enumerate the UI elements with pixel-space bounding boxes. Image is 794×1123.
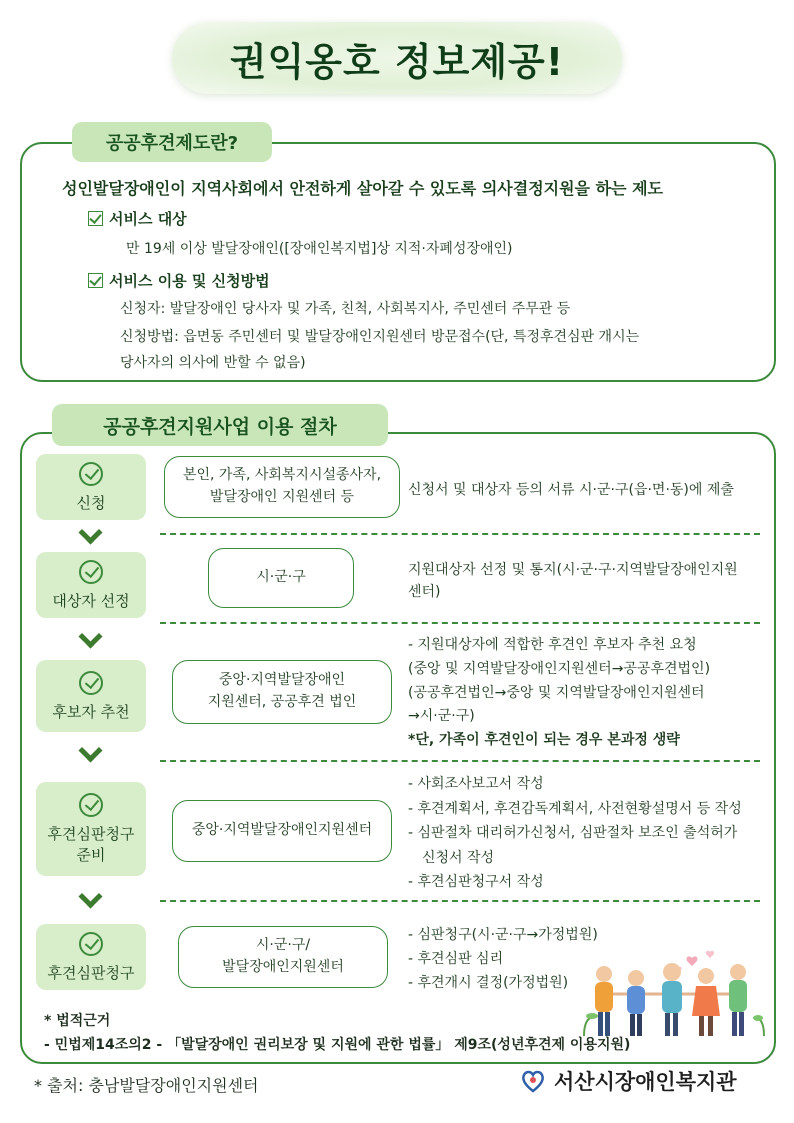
apply-line: 신청방법: 읍면동 주민센터 및 발달장애인지원센터 방문접수(단, 특정후견심판 개시는 xyxy=(120,329,640,345)
step-petition-who xyxy=(178,926,388,988)
step-prepare xyxy=(36,782,146,876)
check-circle-icon xyxy=(79,793,103,817)
desc-line: - 심판절차 대리허가신청서, 심판절차 보조인 출석허가 xyxy=(408,825,738,841)
step-label: 후보자 추천 xyxy=(52,702,130,721)
step-label: 대상자 선정 xyxy=(52,591,130,610)
step-recommend-who xyxy=(172,660,392,724)
service-target-heading xyxy=(88,208,187,229)
desc-line: (중앙 및 지역발달장애인지원센터→공공후견법인) xyxy=(408,660,711,677)
desc-line: - 심판청구(시·군·구→가정법원) xyxy=(408,927,598,943)
organization-logo xyxy=(520,1066,737,1096)
step-apply-who xyxy=(164,456,400,518)
desc-line: 신청서 및 대상자 등의 서류 시·군·구(읍·면·동)에 제출 xyxy=(408,482,734,498)
step-prepare-who xyxy=(172,800,392,862)
people-holding-hands-illustration xyxy=(580,950,770,1040)
who-line: 시·군·구 xyxy=(256,569,306,586)
step-label: 준비 xyxy=(76,846,106,864)
apply-line: 신청자: 발달장애인 당사자 및 가족, 친척, 사회복지사, 주민센터 주무관 등 xyxy=(120,301,571,317)
desc-line: - 사회조사보고서 작성 xyxy=(408,776,544,792)
check-circle-icon xyxy=(79,560,103,584)
page-title: 권익옹호 정보제공! xyxy=(229,39,565,84)
checkbox-icon xyxy=(88,211,103,226)
checkbox-icon xyxy=(88,273,103,288)
step-select-desc xyxy=(408,560,738,603)
chevron-down-icon xyxy=(78,530,102,544)
person-figure xyxy=(729,964,747,1036)
who-line: 중앙·지역발달장애인지원센터 xyxy=(191,822,373,839)
legal-basis-title: * 법적근거 xyxy=(44,1013,111,1029)
who-line: 중앙·지역발달장애인 xyxy=(218,672,346,689)
step-petition xyxy=(36,924,146,990)
who-line: 발달장애인 지원센터 등 xyxy=(209,489,355,505)
apply-line: 당사자의 의사에 반할 수 없음) xyxy=(120,355,306,371)
desc-note: *단, 가족이 후견인이 되는 경우 본과정 생략 xyxy=(408,732,680,749)
step-recommend xyxy=(36,660,146,732)
who-line: 발달장애인지원센터 xyxy=(222,959,344,975)
organization-name: 서산시장애인복지관 xyxy=(554,1070,737,1094)
step-label: 후견심판청구 xyxy=(47,963,135,982)
desc-line: - 후견심판 심리 xyxy=(408,950,504,967)
chevron-down-icon xyxy=(78,748,102,762)
chevron-down-icon xyxy=(78,894,102,908)
service-target-text: 만 19세 이상 발달장애인([장애인복지법]상 지적·자폐성장애인) xyxy=(126,241,513,257)
desc-line: - 후견계획서, 후견감독계획서, 사전현황설명서 등 작성 xyxy=(408,800,742,817)
step-select xyxy=(36,552,146,618)
desc-line: 센터) xyxy=(408,583,441,600)
service-apply-title: 서비스 이용 및 신청방법 xyxy=(109,272,270,290)
person-figure xyxy=(662,963,682,1036)
person-figure xyxy=(627,970,645,1036)
service-target-title: 서비스 대상 xyxy=(109,210,187,228)
title-banner xyxy=(172,22,622,94)
step-petition-desc xyxy=(408,924,598,995)
service-apply-heading xyxy=(88,270,270,291)
check-circle-icon xyxy=(79,932,103,956)
step-apply xyxy=(36,454,146,520)
desc-line: 지원대상자 선정 및 통지(시·군·구·지역발달장애인지원 xyxy=(408,562,738,578)
who-line: 시·군·구/ xyxy=(255,937,311,954)
step-select-who xyxy=(208,548,354,608)
desc-line: 신청서 작성 xyxy=(422,849,495,866)
step-recommend-desc xyxy=(408,634,710,753)
person-figure xyxy=(692,968,720,1036)
source-credit: * 출처: 충남발달장애인지원센터 xyxy=(34,1076,259,1095)
heart-logo-icon xyxy=(520,1068,546,1094)
check-circle-icon xyxy=(79,462,103,486)
divider xyxy=(160,622,760,624)
who-line: 지원센터, 공공후견 법인 xyxy=(207,694,357,710)
step-label: 신청 xyxy=(76,493,106,512)
divider xyxy=(160,533,760,535)
desc-line: (공공후견법인→중앙 및 지역발달장애인지원센터 xyxy=(408,684,705,701)
who-line: 본인, 가족, 사회복지시설종사자, xyxy=(182,467,382,484)
step-label: 후견심판청구 xyxy=(47,825,135,843)
desc-line: - 지원대상자에 적합한 후견인 후보자 추천 요청 xyxy=(408,637,697,653)
divider xyxy=(160,760,760,762)
person-figure xyxy=(595,966,613,1036)
desc-line: →시·군·구) xyxy=(408,708,475,725)
chevron-down-icon xyxy=(78,634,102,648)
check-circle-icon xyxy=(79,671,103,695)
desc-line: - 후견개시 결정(가정법원) xyxy=(408,974,569,991)
section2-tab: 공공후견지원사업 이용 절차 xyxy=(52,404,388,446)
section1-tab: 공공후견제도란? xyxy=(72,122,272,162)
desc-line: - 후견심판청구서 작성 xyxy=(408,874,544,890)
step-prepare-desc xyxy=(408,772,742,895)
divider xyxy=(160,900,760,902)
legal-basis-text: - 민법제14조의2 - 「발달장애인 권리보장 및 지원에 관한 법률」 제9조(성년후견제 이용지원) xyxy=(44,1037,631,1053)
section1-lead: 성인발달장애인이 지역사회에서 안전하게 살아갈 수 있도록 의사결정지원을 하는 제도 xyxy=(62,179,663,198)
step-apply-desc xyxy=(408,480,734,502)
